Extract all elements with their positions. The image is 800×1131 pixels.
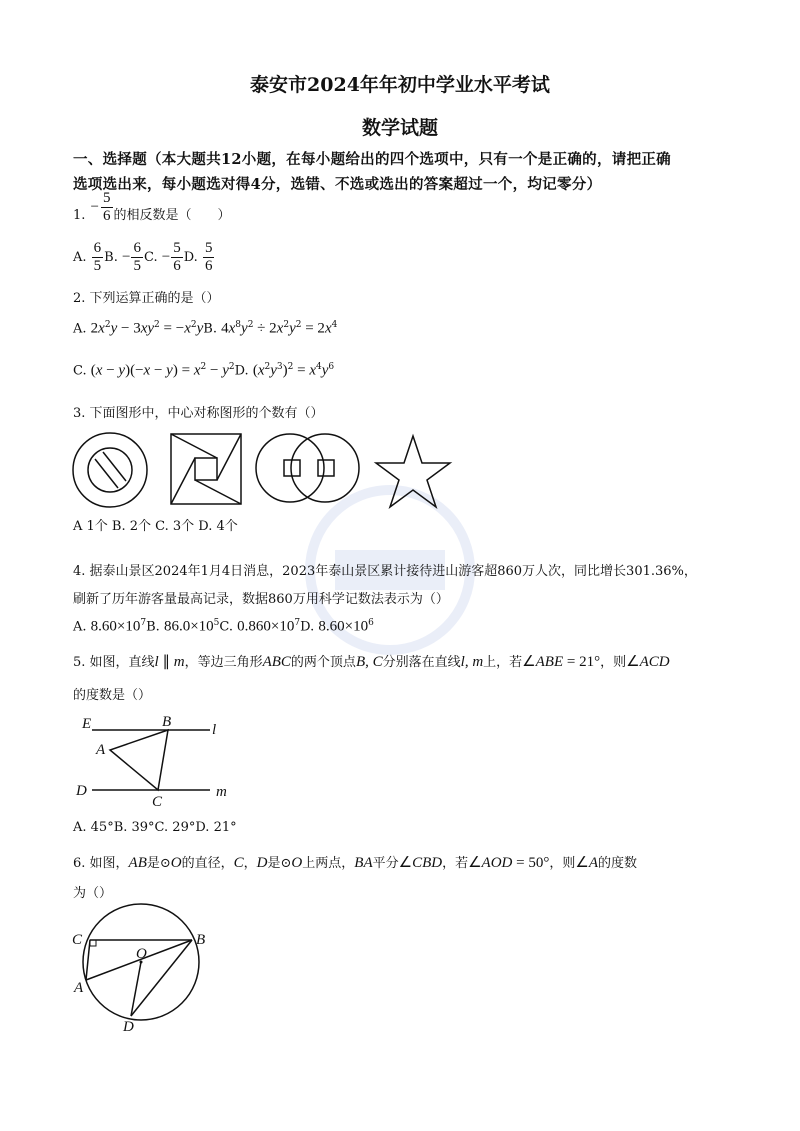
svg-text:A: A	[74, 980, 84, 996]
q5-options: A. 45°B. 39°C. 29°D. 21°	[73, 820, 237, 835]
q2-stem: 2. 下列运算正确的是（）	[73, 291, 220, 306]
q5-line2: 的度数是（）	[73, 688, 152, 703]
q2-options-cd: C. $(x - y)(-x - y) = x^2 - y^2D$. $(x^2y^3)^2 = x^4y^6$	[73, 362, 335, 379]
q6-line2: 为（）	[73, 886, 113, 901]
figure-square-pinwheel	[171, 434, 241, 504]
figure-star	[376, 436, 450, 507]
svg-text:l: l	[212, 722, 217, 738]
page-title: 泰安市2024年年初中学业水平考试	[250, 74, 550, 96]
svg-text:B: B	[196, 932, 206, 948]
q1-stem: 1. − $\frac{5}{6}$ 的相反数是（ ）	[73, 190, 231, 224]
q2-options-ab: A. $2x^2y - 3xy^2 = -x^2yB$. $4x^8y^2 \div 2x^2y^2 = 2x^4$	[73, 320, 338, 337]
figure-circle-slot	[73, 433, 147, 507]
q1-options: A. $\frac{6}{5}$ B. − $\frac{6}{5}$ C. − $\frac{5}{6}$ D. $\frac{5}{6}$	[73, 240, 213, 274]
section-instructions-line1: 一、选择题（本大题共12小题，在每小题给出的四个选项中，只有一个是正确的，请把正确	[73, 151, 671, 168]
q5-line1: 5. 如图，直线l ∥ m，等边三角形ABC的两个顶点B, C分别落在直线l, m上，若∠ABE = 21°，则∠ACD	[73, 654, 670, 670]
svg-text:A: A	[96, 742, 106, 758]
svg-text:B: B	[162, 714, 172, 730]
q6-figure	[66, 900, 226, 1035]
svg-text:C: C	[152, 794, 163, 810]
svg-text:D: D	[123, 1019, 134, 1035]
q4-options: A. $8.60\times 10^7B$. $86.0\times 10^5C$. $0.860\times 10^7D$. $8.60\times 10^6$	[73, 618, 374, 635]
q4-line2: 刷新了历年游客量最高记录，数据860万用科学记数法表示为（）	[73, 592, 449, 607]
q5-figure	[70, 710, 250, 810]
q3-stem: 3. 下面图形中，中心对称图形的个数有（）	[73, 406, 324, 421]
section-instructions-line2: 选项选出来，每小题选对得4分，选错、不选或选出的答案超过一个，均记零分）	[73, 176, 602, 193]
q3-options: A 1个 B. 2个 C. 3个 D. 4个	[73, 519, 238, 534]
svg-text:C: C	[72, 932, 83, 948]
svg-text:m: m	[216, 784, 227, 800]
q4-line1: 4. 据泰山景区2024年1月4日消息，2023年泰山景区累计接待进山游客超860万人次，同比增长301.36%，	[73, 564, 697, 579]
svg-text:E: E	[82, 716, 92, 732]
q6-line1: 6. 如图，AB是⊙O的直径，C，D是⊙O上两点，BA平分∠CBD，若∠AOD = 50°，则∠A的度数	[73, 855, 637, 871]
figure-two-circles	[256, 434, 359, 502]
page-subtitle: 数学试题	[361, 117, 438, 139]
svg-text:O: O	[136, 946, 147, 962]
q3-figures	[68, 430, 458, 510]
svg-text:D: D	[76, 783, 87, 799]
